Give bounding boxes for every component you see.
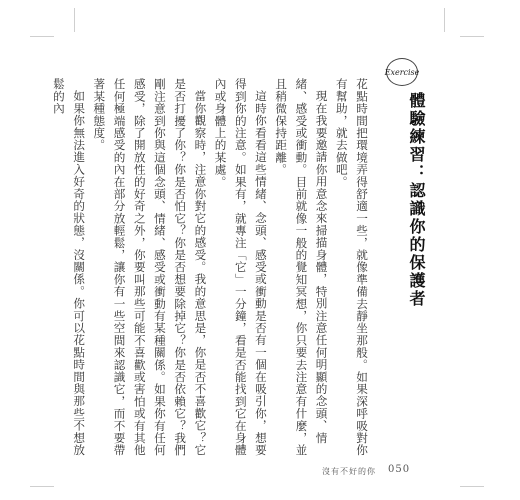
exercise-badge: Exercise: [386, 58, 418, 86]
running-footer-title: 沒有不好的你: [322, 467, 376, 476]
crop-mark-top-right-vertical: [444, 8, 445, 32]
crop-mark-top-left: [30, 36, 54, 37]
chapter-title: 體驗練習：認識你的保護者: [407, 92, 426, 308]
crop-mark-bottom-right: [460, 486, 484, 487]
paragraph-1: 花點時間把環境弄得舒適一些，就像準備去靜坐那般。如果深呼吸對你有幫助，就去做吧。: [334, 78, 369, 457]
paragraph-5: 如果你無法進入好奇的狀態，沒關係。你可以花點時間與那些不想放鬆的內: [51, 78, 87, 456]
crop-mark-bottom-left: [30, 486, 54, 487]
crop-mark-top-left-vertical: [74, 8, 75, 32]
page-number: 050: [388, 464, 411, 475]
paragraph-2: 現在我要邀請你用意念來掃描身體，特別注意任何明顯的念頭、情緒、感受或衝動。目前就像一般的覺知冥想，你只要去注意有什麼，並且稍微保持距離。: [274, 78, 329, 457]
crop-mark-top-right: [460, 36, 484, 37]
paragraph-3: 這時你看看這些情緒、念頭、感受或衝動是否有一個在吸引你，想要得到你的注意。如果有，就專注「它」一分鐘，看是否能找到它在身體內或身體上的某處。: [213, 78, 268, 457]
paragraph-4: 當你觀察時，注意你對它的感受。我的意思是，你是否不喜歡它？它是否打擾了你？你是否怕它？你是否想要除掉它？你是否依賴它？我們剛注意到你與這個念頭、情緒、感受或衝動有某種關係。如果你有任何感受，除了開放性的好奇之外，你要叫那些可能不喜歡或害怕或有其他任何極端感受的內在部分放輕鬆，讓你有一些空間來認識它，而不要帶著某種態度。: [92, 78, 208, 457]
body-text: [51, 78, 372, 460]
